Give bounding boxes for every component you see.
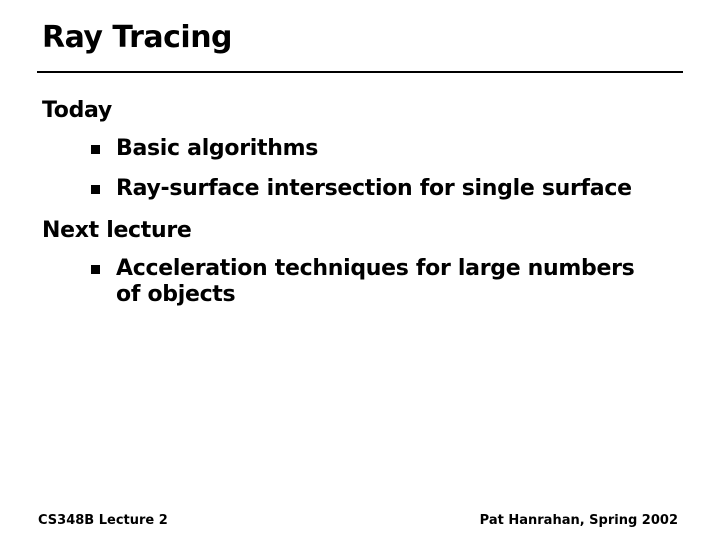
bullet-text: Ray-surface intersection for single surface <box>116 176 632 201</box>
square-bullet-icon <box>91 265 100 274</box>
bullet-list-today <box>42 136 682 202</box>
square-bullet-icon <box>91 145 100 154</box>
title-divider <box>37 71 683 73</box>
square-bullet-icon <box>91 185 100 194</box>
section-heading-next-lecture: Next lecture <box>42 218 192 243</box>
footer-author: Pat Hanrahan, Spring 2002 <box>479 513 678 528</box>
bullet-item <box>42 176 682 202</box>
section-heading-today: Today <box>42 98 112 123</box>
bullet-item <box>42 136 682 162</box>
section-next-lecture <box>42 216 682 308</box>
footer-course: CS348B Lecture 2 <box>38 513 168 528</box>
slide-content <box>42 96 682 322</box>
section-today <box>42 96 682 202</box>
bullet-text: Basic algorithms <box>116 136 318 161</box>
bullet-item <box>42 256 656 308</box>
slide-title: Ray Tracing <box>42 20 233 55</box>
bullet-list-next-lecture <box>42 256 682 308</box>
bullet-text: Acceleration techniques for large numbers of objects <box>116 256 635 307</box>
